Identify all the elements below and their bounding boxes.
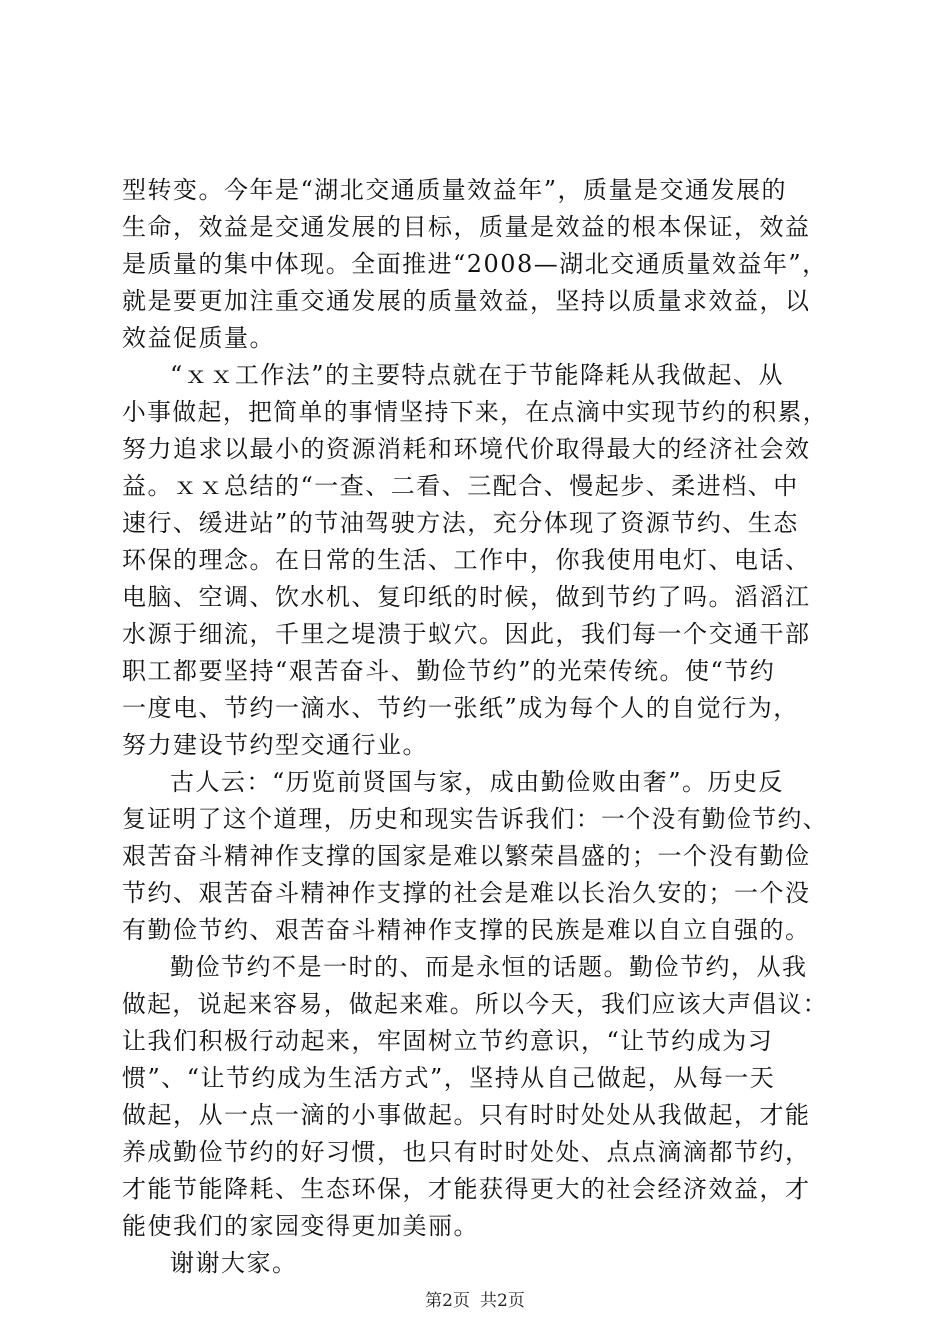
text-line: 让我们积极行动起来，牢固树立节约意识，“让节约成为习 (122, 1027, 774, 1055)
page-footer (0, 1290, 950, 1312)
text-line: 效益促质量。 (122, 324, 275, 352)
text-line: 谢谢大家。 (170, 1249, 298, 1277)
text-line: 型转变。今年是“湖北交通质量效益年”，质量是交通发展的 (122, 176, 788, 204)
text-line: 电脑、空调、饮水机、复印纸的时候，做到节约了吗。滔滔江 (122, 583, 811, 611)
text-line: 水源于细流，千里之堤溃于蚁穴。因此，我们每一个交通干部 (122, 620, 811, 648)
text-line: 职工都要坚持“艰苦奋斗、勤俭节约”的光荣传统。使“节约 (122, 657, 776, 685)
text-line: 做起，从一点一滴的小事做起。只有时时处处从我做起，才能 (122, 1101, 811, 1129)
text-line: 惯”、“让节约成为生活方式”，坚持从自己做起，从每一天 (122, 1064, 776, 1092)
page-total: 共2页 (480, 1291, 525, 1311)
text-line: 艰苦奋斗精神作支撑的国家是难以繁荣昌盛的；一个没有勤俭 (122, 842, 811, 870)
text-line: 小事做起，把简单的事情坚持下来，在点滴中实现节约的积累， (122, 398, 829, 426)
text-line: 复证明了这个道理，历史和现实告诉我们：一个没有勤俭节约、 (122, 805, 829, 833)
text-line: 古人云：“历览前贤国与家，成由勤俭败由奢”。历史反 (170, 768, 785, 796)
page-number: 第2页 (425, 1291, 470, 1311)
text-line: 是质量的集中体现。全面推进“2008—湖北交通质量效益年”， (122, 250, 828, 278)
text-line: 一度电、节约一滴水、节约一张纸”成为每个人的自觉行为， (122, 694, 799, 722)
text-line: 努力追求以最小的资源消耗和环境代价取得最大的经济社会效 (122, 435, 811, 463)
text-line: 养成勤俭节约的好习惯，也只有时时处处、点点滴滴都节约， (122, 1138, 811, 1166)
document-body (122, 172, 828, 1282)
text-line: 努力建设节约型交通行业。 (122, 731, 428, 759)
text-line: 速行、缓进站”的节油驾驶方法，充分体现了资源节约、生态 (122, 509, 799, 537)
text-line: 益。ｘｘ总结的“一查、二看、三配合、慢起步、柔进档、中 (122, 472, 799, 500)
text-line: 才能节能降耗、生态环保，才能获得更大的社会经济效益，才 (122, 1175, 811, 1203)
text-line: 生命，效益是交通发展的目标，质量是效益的根本保证，效益 (122, 213, 811, 241)
text-line: “ｘｘ工作法”的主要特点就在于节能降耗从我做起、从 (170, 361, 785, 389)
text-line: 勤俭节约不是一时的、而是永恒的话题。勤俭节约，从我 (170, 953, 808, 981)
text-line: 就是要更加注重交通发展的质量效益，坚持以质量求效益，以 (122, 287, 811, 315)
text-line: 环保的理念。在日常的生活、工作中，你我使用电灯、电话、 (122, 546, 811, 574)
text-line: 能使我们的家园变得更加美丽。 (122, 1212, 479, 1240)
text-line: 节约、艰苦奋斗精神作支撑的社会是难以长治久安的；一个没 (122, 879, 811, 907)
text-line: 有勤俭节约、艰苦奋斗精神作支撑的民族是难以自立自强的。 (122, 916, 811, 944)
text-line: 做起，说起来容易，做起来难。所以今天，我们应该大声倡议： (122, 990, 829, 1018)
